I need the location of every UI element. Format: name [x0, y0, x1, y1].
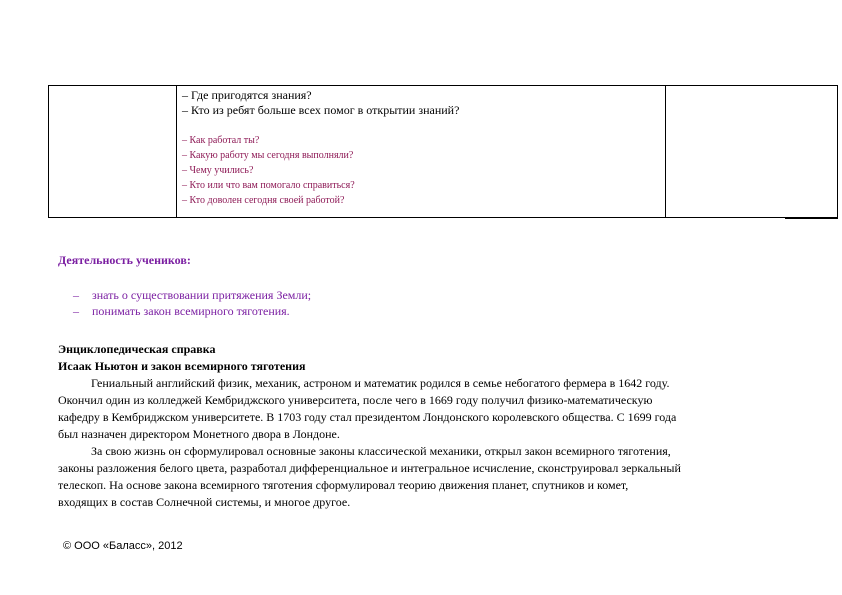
reflection-list — [182, 133, 662, 208]
reflection-question: – Какую работу мы сегодня выполняли? — [182, 150, 354, 161]
reflection-question: – Как работал ты? — [182, 135, 260, 146]
reflection-question: – Кто или что вам помогало справиться? — [182, 180, 355, 191]
activity-list — [73, 287, 311, 319]
activity-item-text: понимать закон всемирного тяготения. — [92, 304, 290, 318]
paragraph-line: законы разложения белого цвета, разработал дифференциальное и интегральное исчисление, сконструировал зеркальный — [58, 461, 681, 475]
activity-list-item — [73, 287, 311, 303]
table-column-divider — [665, 86, 666, 217]
paragraph-line: За свою жизнь он сформулировал основные законы классической механики, открыл закон всемирного тяготения, — [91, 444, 671, 458]
encyclopedia-subheading: Исаак Ньютон и закон всемирного тяготения — [58, 359, 306, 373]
activity-list-item — [73, 303, 311, 319]
table-cell-questions — [182, 88, 662, 208]
list-dash: – — [73, 304, 79, 318]
lesson-table — [48, 85, 838, 218]
paragraph-line: входящих в состав Солнечной системы, и многое другое. — [58, 495, 351, 509]
paragraph-line: телескоп. На основе закона всемирного тяготения сформулировал теорию движения планет, спутников и комет, — [58, 478, 629, 492]
question-line: – Кто из ребят больше всех помог в открытии знаний? — [182, 103, 460, 117]
table-column-divider — [176, 86, 177, 217]
paragraph-line: Гениальный английский физик, механик, астроном и математик родился в семье небогатого фермера в 1642 году. — [91, 376, 670, 390]
reflection-question: – Кто доволен сегодня своей работой? — [182, 195, 345, 206]
list-dash: – — [73, 288, 79, 302]
paragraph-line: кафедру в Кембриджском университете. В 1703 году стал президентом Лондонского королевского общества. С 1699 года — [58, 410, 677, 424]
activity-item-text: знать о существовании притяжения Земли; — [92, 288, 312, 302]
table-border-accent — [785, 217, 838, 219]
reflection-question: – Чему учились? — [182, 165, 254, 176]
paragraph-line: Окончил один из колледжей Кембриджского университета, после чего в 1669 году получил физико-математическую — [58, 393, 653, 407]
activity-heading: Деятельность учеников: — [58, 253, 191, 267]
paragraph-line: был назначен директором Монетного двора в Лондоне. — [58, 427, 340, 441]
question-line: – Где пригодятся знания? — [182, 88, 312, 102]
encyclopedia-heading: Энциклопедическая справка — [58, 342, 216, 356]
copyright-footer: © ООО «Баласс», 2012 — [63, 540, 183, 552]
encyclopedia-body — [58, 375, 788, 511]
